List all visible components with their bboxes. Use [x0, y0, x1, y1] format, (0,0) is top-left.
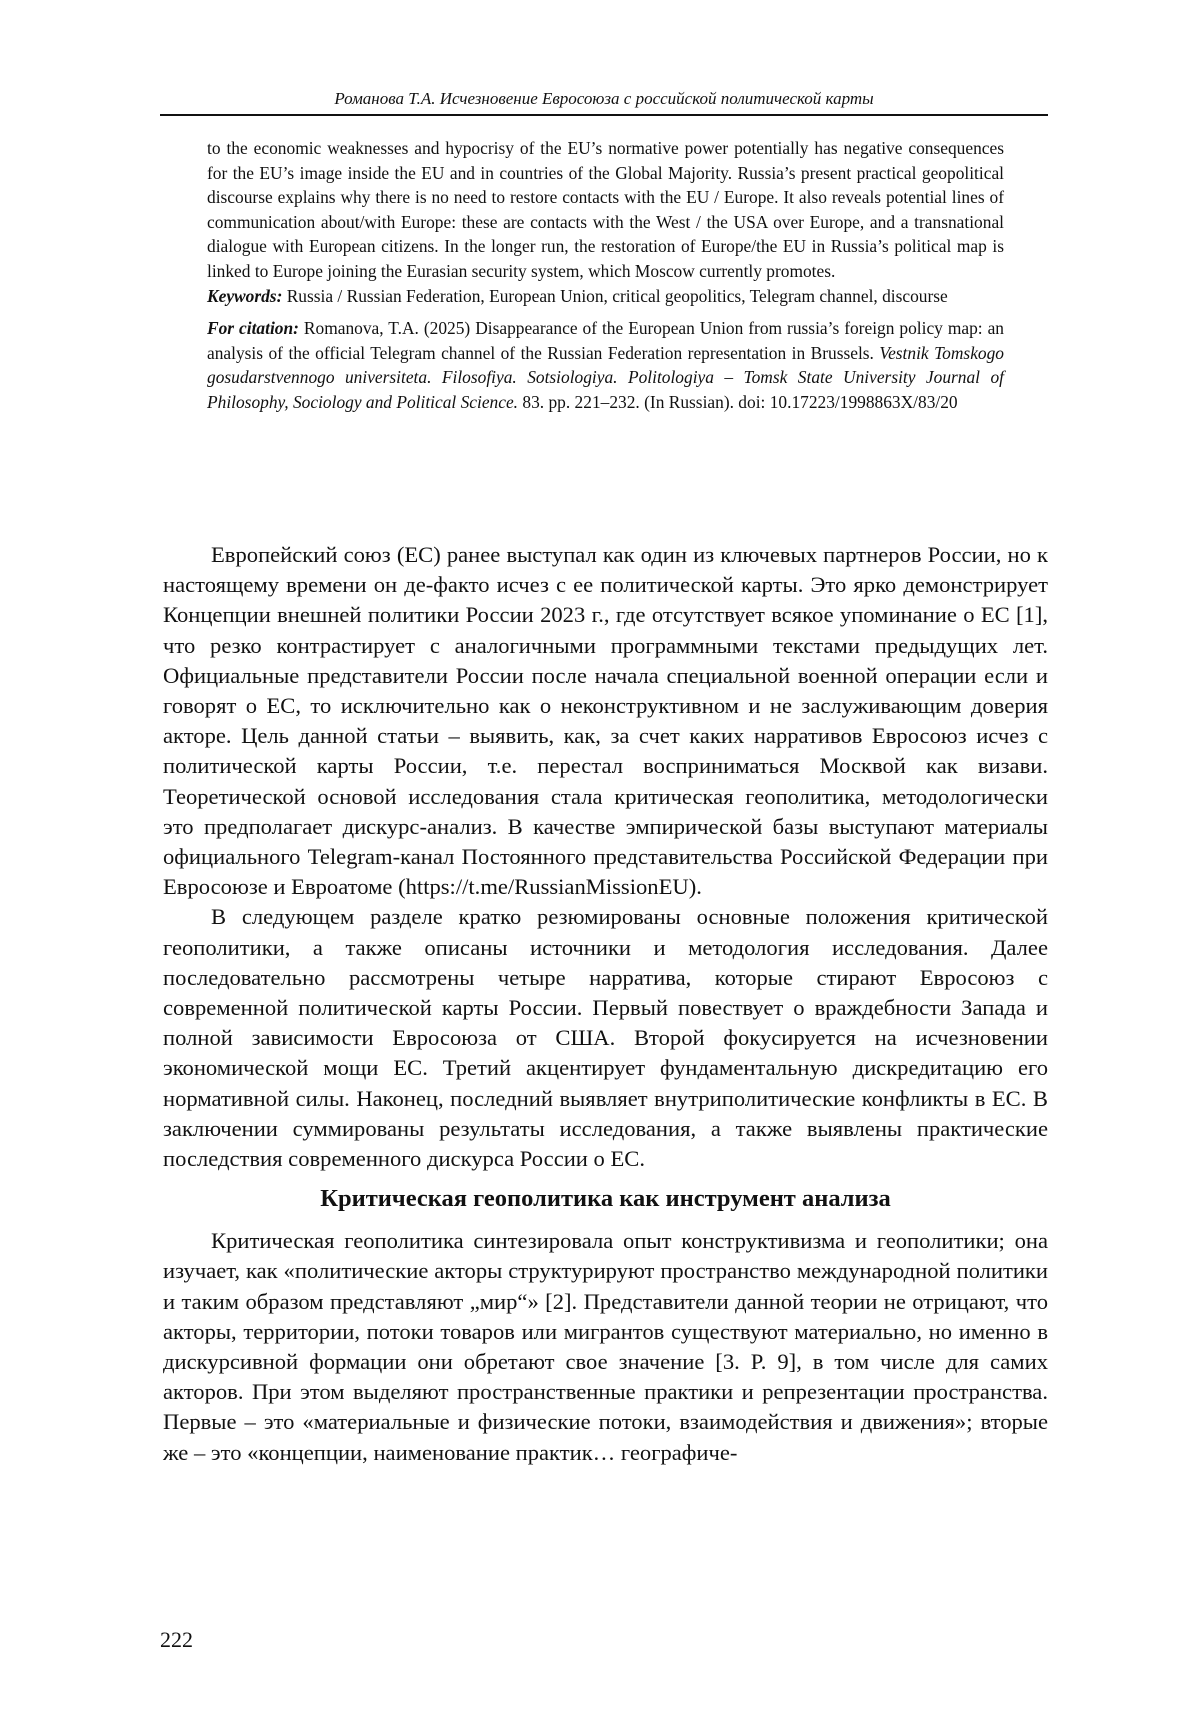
citation [207, 316, 1004, 414]
keywords-label: Keywords: [207, 285, 283, 306]
citation-text-1: Romanova, T.A. (2025) Disappearance of the European Union from russia’s foreign policy map: an analysis of the official Telegram channel of the Russian Federation representation in Brussels. [207, 318, 1004, 363]
page-number: 222 [160, 1627, 193, 1652]
section-heading: Критическая геополитика как инструмент анализа [320, 1185, 891, 1213]
running-header: Романова Т.А. Исчезновение Евросоюза с российской политической карты [334, 89, 874, 108]
citation-label: For citation: [207, 318, 299, 339]
keywords [207, 284, 1004, 309]
citation-text-2: 83. pp. 221–232. (In Russian). doi: 10.17223/1998863X/83/20 [518, 391, 958, 412]
citation-journal: Vestnik Tomskogo gosudarstvennogo universiteta. Filosofiya. Sotsiologiya. Politologiya – Tomsk State University Journal of Philosophy, Sociology and Political Science. [207, 342, 1004, 412]
header-rule [160, 114, 1048, 116]
body-paragraph-1: Европейский союз (ЕС) ранее выступал как один из ключевых партнеров России, но к настоящему времени он де-факто исчез с ее политической карты. Это ярко демонстрирует Концепции внешней политики России 2023 г., где отсутствует всякое упоминание о ЕС [1], что резко контрастирует с аналогичными программными текстами предыдущих лет. Официальные представители России после начала специальной военной операции если и говорят о ЕС, то исключительно как о неконструктивном и не заслуживающим доверия акторе. Цель данной статьи – выявить, как, за счет каких нарративов Евросоюз исчез с политической карты России, т.е. перестал восприниматься Москвой как визави. Теоретической основой исследования стала критическая геополитика, методологически это предполагает дискурс-анализ. В качестве эмпирической базы выступают материалы официального Telegram-канал Постоянного представительства Российской Федерации при Евросоюзе и Евроатоме (https://t.me/RussianMissionEU). [163, 542, 1048, 900]
keywords-text: Russia / Russian Federation, European Union, critical geopolitics, Telegram channel, discourse [282, 285, 948, 306]
abstract-text: to the economic weaknesses and hypocrisy of the EU’s normative power potentially has negative consequences for the EU’s image inside the EU and in countries of the Global Majority. Russia’s present practical geopolitical discourse explains why there is no need to restore contacts with the EU / Europe. It also reveals potential lines of communication about/with Europe: these are contacts with the West / the USA over Europe, and a transnational dialogue with European citizens. In the longer run, the restoration of Europe/the EU in Russia’s political map is linked to Europe joining the Eurasian security system, which Moscow currently promotes. [207, 138, 1004, 281]
body-paragraph-2: В следующем разделе кратко резюмированы основные положения критической геополитики, а также описаны источники и методология исследования. Далее последовательно рассмотрены четыре нарратива, которые стирают Евросоюз с современной политической карты России. Первый повествует о враждебности Запада и полной зависимости Евросоюза от США. Второй фокусируется на исчезновении экономической мощи ЕС. Третий акцентирует фундаментальную дискредитацию его нормативной силы. Наконец, последний выявляет внутриполитические конфликты в ЕС. В заключении суммированы результаты исследования, а также выявлены практические последствия современного дискурса России о ЕС. [163, 904, 1048, 1172]
english-abstract [207, 136, 1004, 415]
section-paragraph: Критическая геополитика синтезировала опыт конструктивизма и геополитики; она изучает, как «политические акторы структурируют пространство международной политики и таким образом представляют „мир“» [2]. Представители данной теории не отрицают, что акторы, территории, потоки товаров или мигрантов существуют материально, но именно в дискурсивной формации они обретают свое значение [3. P. 9], в том числе для самих акторов. При этом выделяют пространственные практики и репрезентации пространства. Первые – это «материальные и физические потоки, взаимодействия и движения»; вторые же – это «концепции, наименование практик… географиче- [163, 1228, 1048, 1465]
article-body [163, 540, 1048, 1468]
